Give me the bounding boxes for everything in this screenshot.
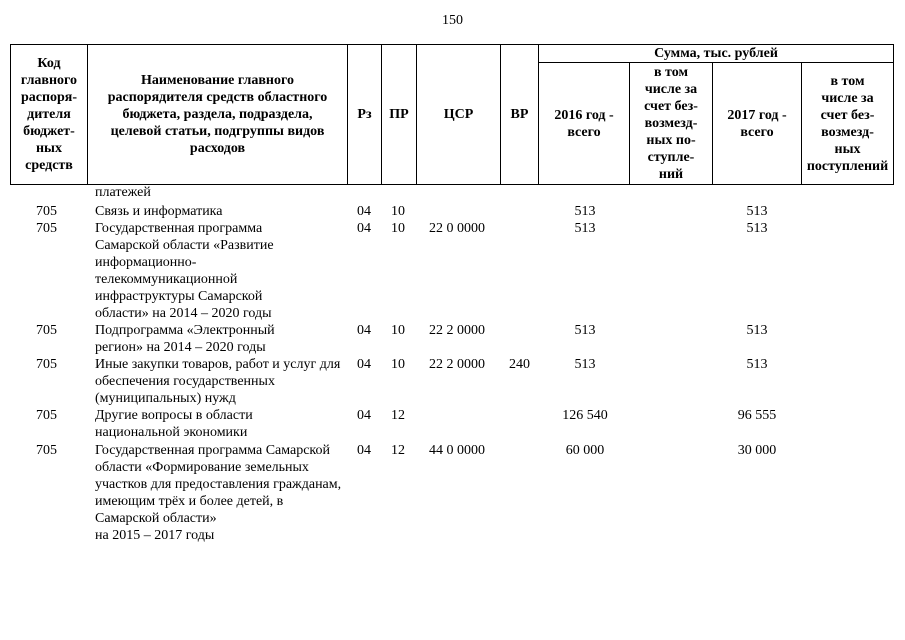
row-rz: 04 [357, 323, 371, 338]
row-sum-2017: 513 [746, 323, 768, 338]
row-code: 705 [36, 221, 57, 236]
row-pr: 12 [391, 408, 405, 423]
header-name [88, 45, 347, 184]
row-name: Связь и информатика [95, 204, 223, 219]
header-csr: ЦСР [443, 107, 474, 122]
row-code: 705 [36, 204, 57, 219]
header-incl-2017: в том числе за счет без- возмезд- ных поступлений [806, 73, 889, 174]
header-code-text: Код главного распоря- дителя бюджет- ных средств [20, 56, 78, 173]
table-header [10, 44, 894, 185]
row-csr: 22 2 0000 [429, 323, 485, 338]
row-sum-2017: 513 [746, 357, 768, 372]
row-pr: 10 [391, 221, 405, 236]
row-sum-2017: 513 [746, 204, 768, 219]
header-incl-2016: в том числе за счет без- возмезд- ных по- ступле- ний [644, 65, 698, 182]
row-code: 705 [36, 408, 57, 423]
row-sum-2016: 513 [574, 221, 596, 236]
row-rz: 04 [357, 443, 371, 458]
row-sum-2016: 126 540 [562, 408, 608, 423]
row-csr: 44 0 0000 [429, 443, 485, 458]
row-csr: 22 0 0000 [429, 221, 485, 236]
row-rz: 04 [357, 204, 371, 219]
row-rz: 04 [357, 408, 371, 423]
row-name: Государственная программа Самарской области «Формирование земельных участков для предоставления гражданам, имеющим трёх и более детей, в Самарской области» на 2015 – 2017 годы [95, 443, 342, 543]
row-code: 705 [36, 357, 57, 372]
header-2017: 2017 год - всего [727, 107, 787, 140]
row-code: 705 [36, 443, 57, 458]
row-csr: 22 2 0000 [429, 357, 485, 372]
row-name: Иные закупки товаров, работ и услуг для обеспечения государственных (муниципальных) нужд [95, 357, 341, 406]
row-rz: 04 [357, 357, 371, 372]
row-sum-2017: 513 [746, 221, 768, 236]
row-pr: 12 [391, 443, 405, 458]
row-sum-2016: 513 [574, 357, 596, 372]
row-code: 705 [36, 323, 57, 338]
row-sum-2016: 513 [574, 323, 596, 338]
row-vr: 240 [509, 357, 530, 372]
page-number: 150 [442, 13, 463, 28]
row-sum-2017: 30 000 [737, 443, 777, 458]
row-name: платежей [95, 185, 151, 200]
row-sum-2016: 60 000 [565, 443, 605, 458]
row-rz: 04 [357, 221, 371, 236]
header-code [11, 45, 87, 184]
header-rz: Рз [357, 107, 372, 122]
row-name: Другие вопросы в области национальной экономики [95, 408, 253, 440]
row-sum-2017: 96 555 [737, 408, 777, 423]
row-name: Подпрограмма «Электронный регион» на 2014 – 2020 годы [95, 323, 275, 355]
row-name: Государственная программа Самарской области «Развитие информационно-телекоммуникационной инфраструктуры Самарской области» на 2014 – 2020 годы [95, 221, 274, 321]
header-2016: 2016 год - всего [554, 107, 614, 140]
header-vr: ВР [510, 107, 529, 122]
row-pr: 10 [391, 357, 405, 372]
header-pr: ПР [389, 107, 409, 122]
row-pr: 10 [391, 323, 405, 338]
row-sum-2016: 513 [574, 204, 596, 219]
header-name-text: Наименование главного распорядителя средств областного бюджета, раздела, подраздела, целевой статьи, подгруппы видов расходов [107, 73, 328, 156]
row-pr: 10 [391, 204, 405, 219]
header-sum-title: Сумма, тыс. рублей [654, 46, 778, 61]
